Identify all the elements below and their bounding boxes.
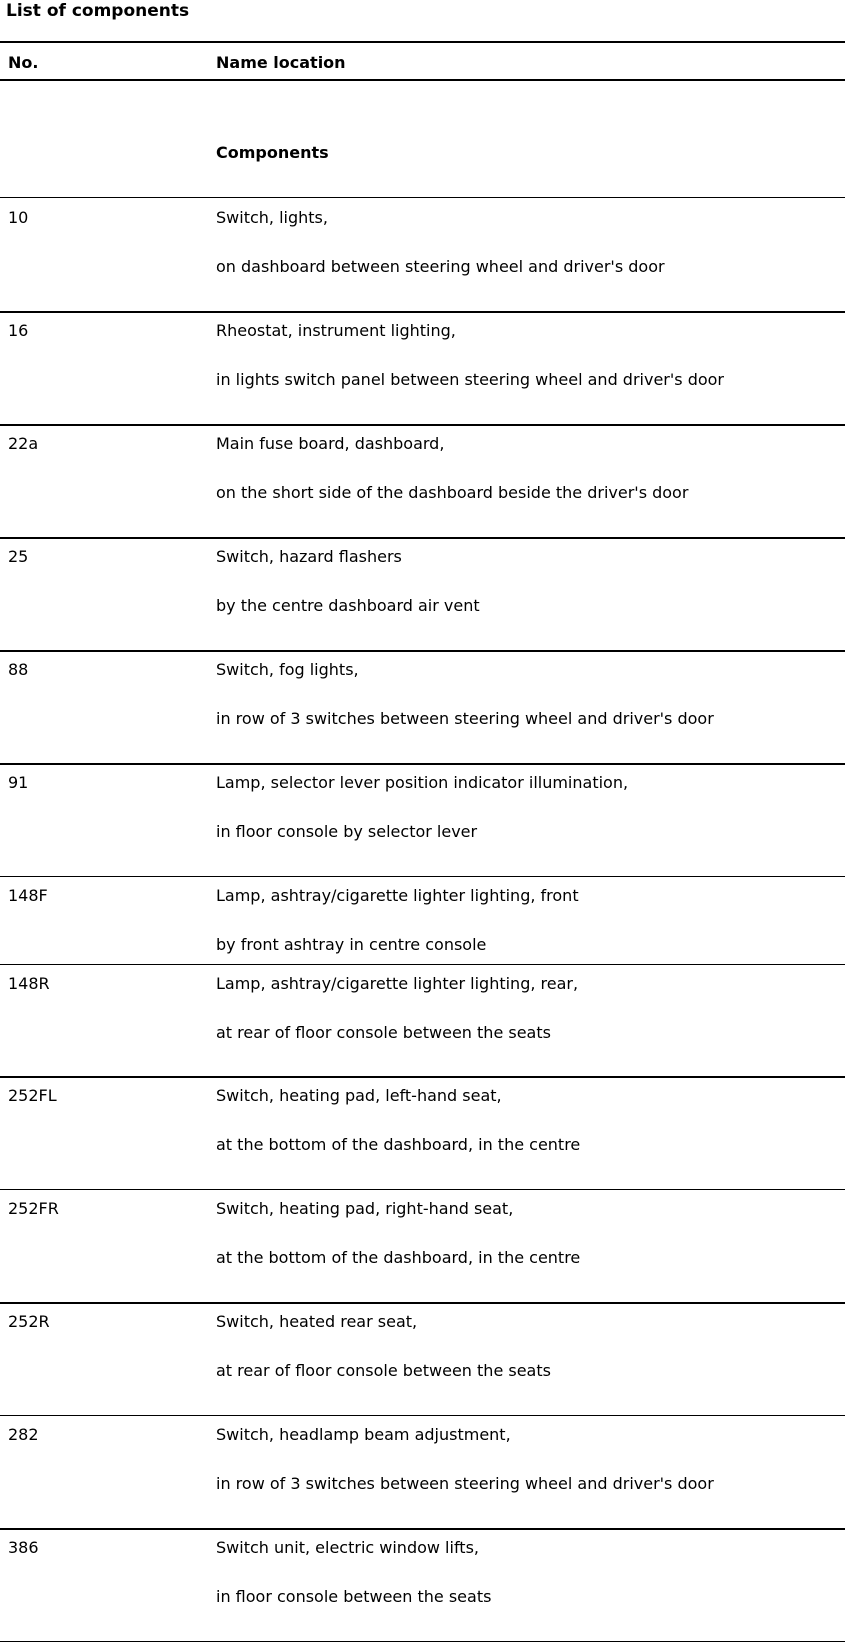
row-divider (0, 311, 845, 313)
row-component-name: Switch, hazard flashers (216, 547, 402, 566)
row-divider (0, 424, 845, 426)
column-header-name-location: Name location (216, 53, 346, 72)
row-component-name: Switch, heated rear seat, (216, 1312, 418, 1331)
row-number: 252FR (8, 1199, 59, 1218)
row-component-location: in row of 3 switches between steering wheel and driver's door (216, 1474, 714, 1493)
row-number: 282 (8, 1425, 39, 1444)
header-bottom-rule (0, 79, 845, 81)
row-component-location: at rear of floor console between the seats (216, 1361, 551, 1380)
row-number: 16 (8, 321, 29, 340)
row-divider (0, 763, 845, 765)
row-number: 10 (8, 208, 29, 227)
row-divider (0, 537, 845, 539)
row-component-location: in lights switch panel between steering wheel and driver's door (216, 370, 725, 389)
row-component-location: by front ashtray in centre console (216, 935, 487, 954)
row-component-location: in floor console between the seats (216, 1587, 492, 1606)
row-number: 252R (8, 1312, 50, 1331)
row-divider (0, 1528, 845, 1530)
row-divider (0, 1302, 845, 1304)
row-number: 88 (8, 660, 29, 679)
row-component-location: on the short side of the dashboard beside the driver's door (216, 483, 689, 502)
row-divider (0, 1189, 845, 1190)
row-component-name: Switch, heating pad, right-hand seat, (216, 1199, 514, 1218)
row-component-location: at the bottom of the dashboard, in the centre (216, 1248, 581, 1267)
row-number: 25 (8, 547, 29, 566)
row-component-name: Lamp, ashtray/cigarette lighter lighting, rear, (216, 974, 579, 993)
row-number: 148R (8, 974, 50, 993)
row-component-name: Switch, fog lights, (216, 660, 359, 679)
row-number: 386 (8, 1538, 39, 1557)
row-component-name: Rheostat, instrument lighting, (216, 321, 456, 340)
row-number: 91 (8, 773, 29, 792)
row-number: 148F (8, 886, 48, 905)
section-rule (0, 197, 845, 198)
row-component-location: in floor console by selector lever (216, 822, 478, 841)
row-divider (0, 1076, 845, 1078)
row-component-location: by the centre dashboard air vent (216, 596, 480, 615)
table-top-rule (0, 41, 845, 43)
row-component-name: Switch, headlamp beam adjustment, (216, 1425, 511, 1444)
row-component-location: in row of 3 switches between steering wheel and driver's door (216, 709, 714, 728)
row-number: 22a (8, 434, 39, 453)
row-component-name: Switch, heating pad, left-hand seat, (216, 1086, 502, 1105)
row-divider (0, 1641, 845, 1642)
row-component-name: Main fuse board, dashboard, (216, 434, 445, 453)
row-number: 252FL (8, 1086, 57, 1105)
column-header-no: No. (8, 53, 39, 72)
row-component-location: on dashboard between steering wheel and driver's door (216, 257, 665, 276)
row-component-name: Lamp, selector lever position indicator illumination, (216, 773, 629, 792)
section-heading: Components (216, 143, 329, 162)
row-component-name: Switch unit, electric window lifts, (216, 1538, 479, 1557)
row-component-name: Switch, lights, (216, 208, 328, 227)
row-component-location: at rear of floor console between the seats (216, 1023, 551, 1042)
document-title: List of components (6, 1, 190, 21)
row-component-location: at the bottom of the dashboard, in the centre (216, 1135, 581, 1154)
row-component-name: Lamp, ashtray/cigarette lighter lighting, front (216, 886, 579, 905)
row-divider (0, 964, 845, 965)
row-divider (0, 1415, 845, 1416)
row-divider (0, 876, 845, 877)
row-divider (0, 650, 845, 652)
